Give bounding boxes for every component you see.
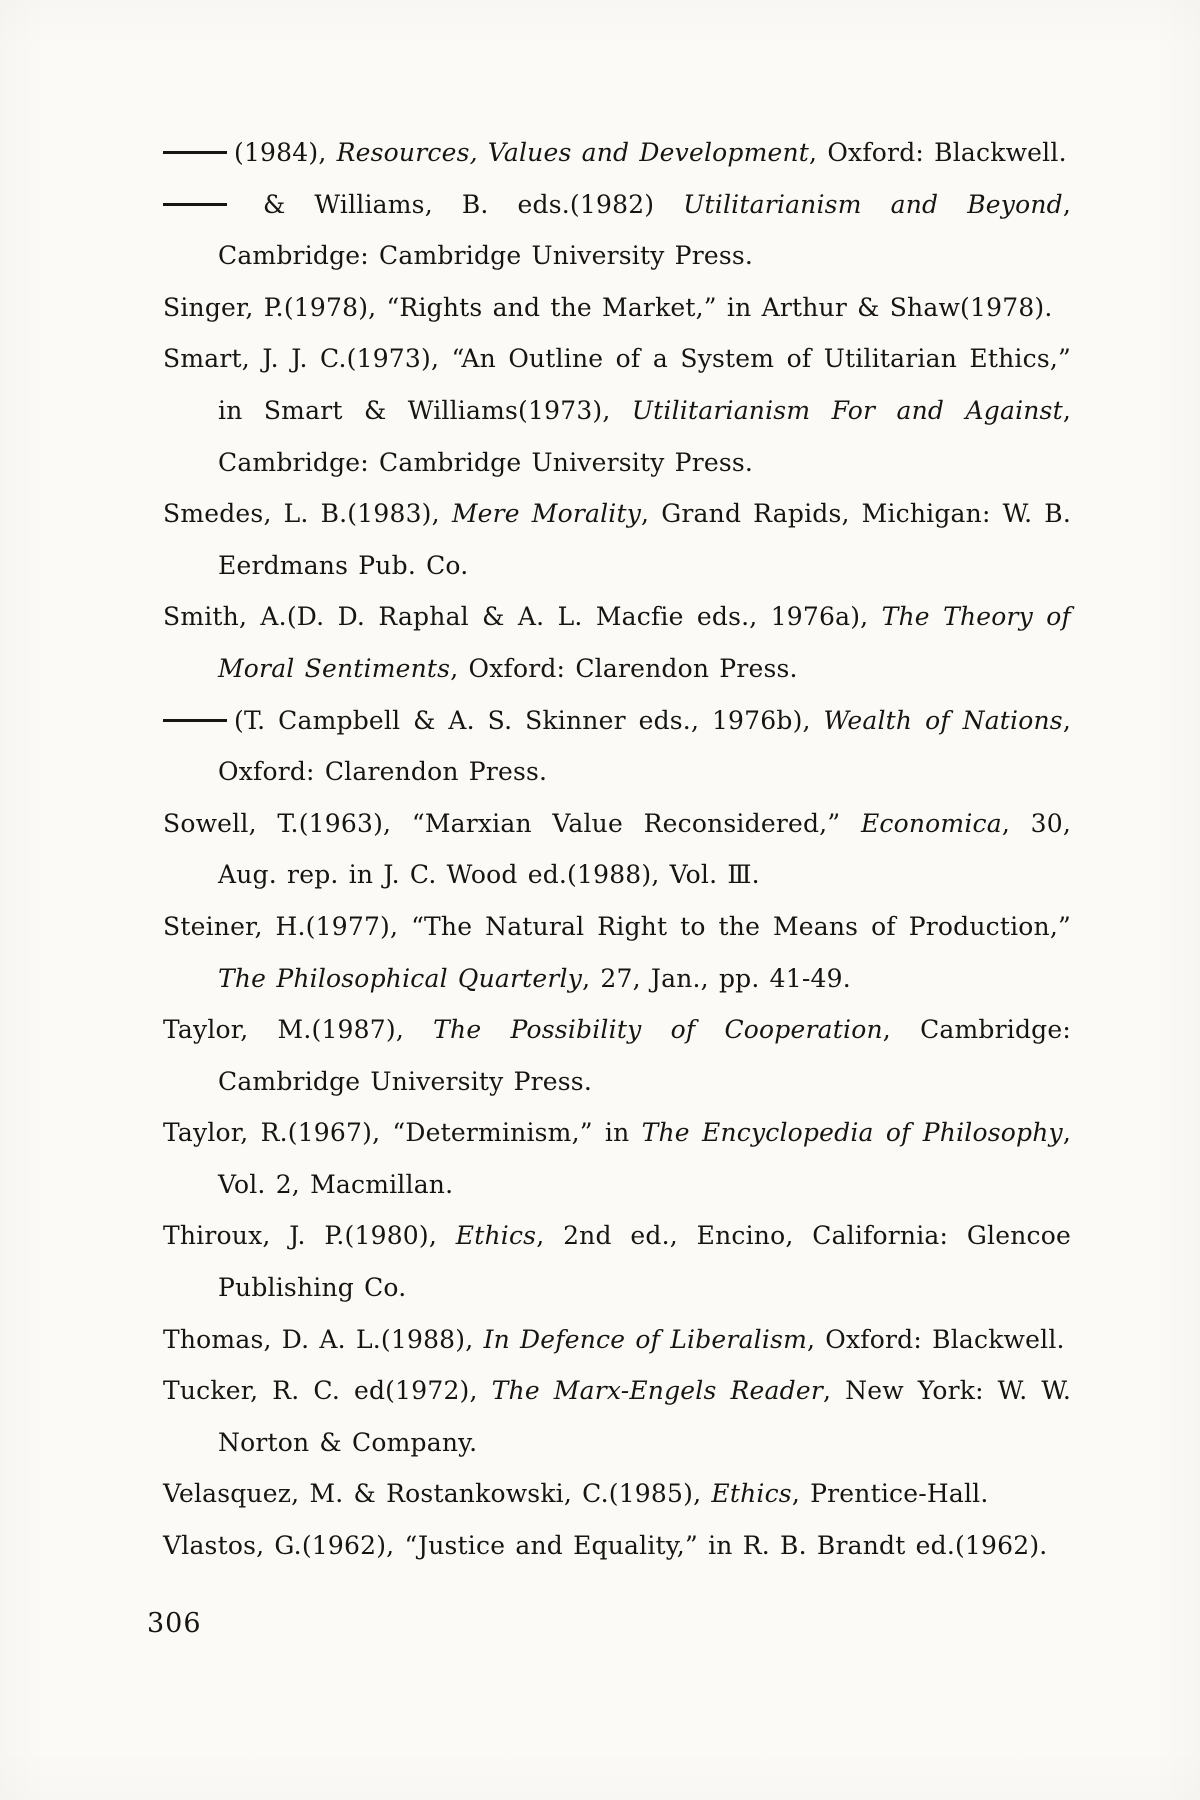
entry-text-run: & Williams, B. eds.(1982) — [234, 189, 684, 219]
entry-text-run: Thiroux, J. P.(1980), — [163, 1221, 456, 1251]
bibliography-entry — [163, 1210, 1071, 1313]
repeated-author-dash — [163, 151, 227, 154]
entry-text-run: Taylor, M.(1987), — [163, 1015, 434, 1045]
entry-text-run: (1984), — [234, 138, 337, 167]
bibliography-entry — [163, 1314, 1071, 1366]
entry-text-run: , Oxford: Blackwell. — [807, 1324, 1065, 1354]
repeated-author-dash — [163, 719, 227, 722]
entry-title-italic: The Philosophical Quarterly — [218, 963, 583, 993]
bibliography-entry — [163, 1468, 1071, 1520]
bibliography-entry — [163, 1365, 1071, 1468]
entry-text-run: , Cambridge: Cambridge University Press. — [218, 189, 1071, 271]
entry-text-run: Taylor, R.(1967), “Determinism,” in — [163, 1118, 642, 1148]
entry-text-run: Vlastos, G.(1962), “Justice and Equality,” in R. B. Brandt ed.(1962). — [163, 1531, 1048, 1561]
bibliography-entry — [163, 1520, 1071, 1572]
entry-text-run: , Prentice-Hall. — [791, 1479, 989, 1509]
bibliography-entry — [163, 1107, 1071, 1210]
entry-text-run: Smith, A.(D. D. Raphal & A. L. Macfie eds., 1976a), — [163, 602, 882, 632]
repeated-author-dash — [163, 203, 227, 206]
bibliography-entry — [163, 333, 1071, 488]
entry-title-italic: In Defence of Liberalism — [483, 1324, 808, 1354]
entry-text-run: Steiner, H.(1977), “The Natural Right to the Means of Production,” — [163, 911, 1071, 941]
bibliography-entry — [163, 901, 1071, 1004]
bibliography-entry — [163, 127, 1071, 179]
bibliography-entry — [163, 282, 1071, 334]
bibliography-entry — [163, 798, 1071, 901]
bibliography-entry — [163, 488, 1071, 591]
entry-text-run: Velasquez, M. & Rostankowski, C.(1985), — [163, 1479, 712, 1509]
entry-text-run: , 2nd ed., Encino, California: Glencoe Publishing Co. — [218, 1221, 1071, 1303]
entry-text-run: , Cambridge: Cambridge University Press. — [218, 395, 1071, 477]
entry-title-italic: The Theory of Moral Sentiments — [218, 602, 1071, 683]
entry-title-italic: The Encyclopedia of Philosophy — [641, 1118, 1063, 1148]
entry-text-run: , Oxford: Blackwell. — [809, 138, 1067, 167]
bibliography-entry — [163, 591, 1071, 694]
entry-text-run: , Cambridge: Cambridge University Press. — [218, 1015, 1071, 1096]
entry-text-run: , 30, Aug. rep. in J. C. Wood ed.(1988), Vol. Ⅲ. — [218, 808, 1072, 890]
entry-title-italic: Wealth of Nations — [823, 705, 1063, 735]
entry-text-run: , Oxford: Clarendon Press. — [450, 653, 798, 683]
bibliography-entry — [163, 695, 1071, 798]
entry-text-run: Singer, P.(1978), “Rights and the Market,” in Arthur & Shaw(1978). — [163, 292, 1053, 322]
entry-text-run: Tucker, R. C. ed(1972), — [163, 1376, 492, 1406]
entry-text-run: , 27, Jan., pp. 41-49. — [582, 963, 851, 993]
entry-title-italic: The Possibility of Cooperation — [433, 1015, 883, 1045]
entry-text-run: Sowell, T.(1963), “Marxian Value Reconsidered,” — [163, 808, 861, 838]
entry-text-run: Thomas, D. A. L.(1988), — [163, 1324, 484, 1354]
entry-text-run: (T. Campbell & A. S. Skinner eds., 1976b), — [234, 705, 824, 735]
page-number: 306 — [147, 1608, 202, 1639]
bibliography-entry — [163, 179, 1071, 282]
entry-text-run: Smart, J. J. C.(1973), “An Outline of a System of Utilitarian Ethics,” in Smart & Williams(1973), — [163, 344, 1071, 425]
entry-text-run: , Vol. 2, Macmillan. — [218, 1118, 1071, 1199]
entry-text-run: , Grand Rapids, Michigan: W. B. Eerdmans Pub. Co. — [218, 499, 1072, 580]
bibliography-entry — [163, 1004, 1071, 1107]
entry-title-italic: Ethics — [455, 1221, 537, 1251]
entry-title-italic: Resources, Values and Development — [336, 138, 810, 167]
entry-title-italic: Economica — [860, 808, 1002, 838]
entry-title-italic: Ethics — [711, 1479, 792, 1509]
entry-title-italic: Utilitarianism and Beyond — [683, 189, 1063, 219]
entry-text-run: , Oxford: Clarendon Press. — [218, 705, 1071, 787]
bibliography-list — [163, 127, 1071, 1572]
entry-title-italic: Utilitarianism For and Against — [631, 395, 1063, 425]
entry-text-run: , New York: W. W. Norton & Company. — [218, 1376, 1072, 1457]
entry-text-run: Smedes, L. B.(1983), — [163, 499, 452, 529]
entry-title-italic: Mere Morality — [451, 499, 642, 529]
entry-title-italic: The Marx-Engels Reader — [491, 1376, 823, 1406]
